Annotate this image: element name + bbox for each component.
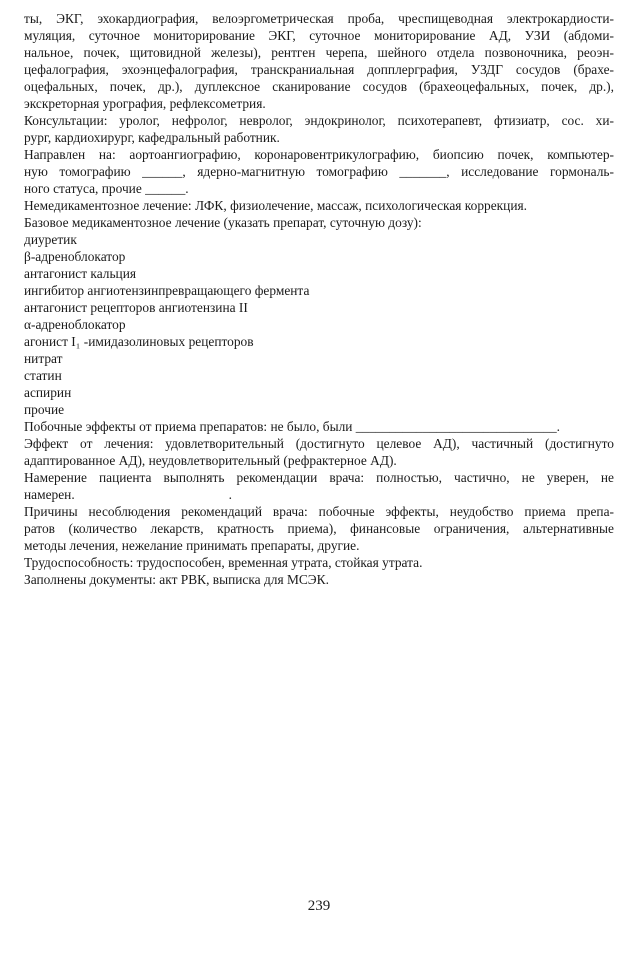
text-line: Заполнены документы: акт РВК, выписка для МСЭК. [24,572,329,587]
drug-therapy-heading [24,214,614,231]
work-capacity-line [24,554,614,571]
text-line: цефалография, эхоэнцефалография, транскраниальная допплерграфия, УЗДГ сосудов (брахе- [24,62,614,77]
text-line: ты, ЭКГ, эхокардиография, велоэргометрическая проба, чреспищеводная электрокардиости- [24,11,614,26]
referred-paragraph [24,146,614,197]
text-line: ную томографию ______, ядерно-магнитную томографию _______, исследование гормональ- [24,164,614,179]
list-item: антагонист кальция [24,266,137,281]
list-item: прочие [24,402,65,417]
list-item: нитрат [24,351,63,366]
text-line: нальное, почек, щитовидной железы), рентген черепа, шейного отдела позвоночника, реоэн- [24,45,614,60]
list-item: β-адреноблокатор [24,249,126,264]
list-item: диуретик [24,232,77,247]
noncompliance-paragraph [24,503,614,554]
list-item: статин [24,368,62,383]
text-line: Немедикаментозное лечение: ЛФК, физиолечение, массаж, психологическая коррекция. [24,198,528,213]
text-line: Намерение пациента выполнять рекомендации врача: полностью, частично, не уверен, не [24,470,614,485]
list-item: антагонист рецепторов ангиотензина II [24,300,248,315]
documents-line [24,571,614,588]
text-line: экскреторная урография, рефлексометрия. [24,96,266,111]
text-line: Эффект от лечения: удовлетворительный (достигнуто целевое АД), частичный (достигнуто [24,436,614,451]
text-line: ного статуса, прочие ______. [24,181,189,196]
text-line: адаптированное АД), неудовлетворительный (рефрактерное АД). [24,453,397,468]
text-line: Трудоспособность: трудоспособен, временная утрата, стойкая утрата. [24,555,423,570]
text-line: оцефальных, почек, др.), дуплексное сканирование сосудов (брахеоцефальных, почек, др.), [24,79,614,94]
diagnostics-paragraph [24,10,614,112]
page-number: 239 [307,898,331,914]
intention-paragraph [24,469,614,503]
text-line: Консультации: уролог, нефролог, невролог, эндокринолог, психотерапевт, фтизиатр, сос. хи- [24,113,614,128]
list-item: агонист I₁ -имидазолиновых рецепторов [24,334,254,349]
non-drug-treatment [24,197,614,214]
text-line: ратов (количество лекарств, кратность приема), финансовые ограничения, альтернативные [24,521,614,536]
form-text [24,10,614,588]
consultations-paragraph [24,112,614,146]
text-line: муляция, суточное мониторирование ЭКГ, суточное мониторирование АД, УЗИ (абдоми- [24,28,614,43]
text-line: Направлен на: аортоангиографию, коронаровентрикулографию, биопсию почек, компьютер- [24,147,614,162]
text-line: Базовое медикаментозное лечение (указать препарат, суточную дозу): [24,215,422,230]
drug-list [24,231,614,418]
text-line: рург, кардиохирург, кафедральный работник. [24,130,280,145]
text-line: методы лечения, нежелание принимать препараты, другие. [24,538,360,553]
side-effects-line [24,418,614,435]
list-item: α-адреноблокатор [24,317,126,332]
text-line: Причины несоблюдения рекомендаций врача: побочные эффекты, неудобство приема препа- [24,504,614,519]
list-item: ингибитор ангиотензинпревращающего фермента [24,283,310,298]
text-line: намерен. . [24,487,233,502]
list-item: аспирин [24,385,72,400]
treatment-effect-paragraph [24,435,614,469]
text-line: Побочные эффекты от приема препаратов: не было, были ______________________________. [24,419,561,434]
